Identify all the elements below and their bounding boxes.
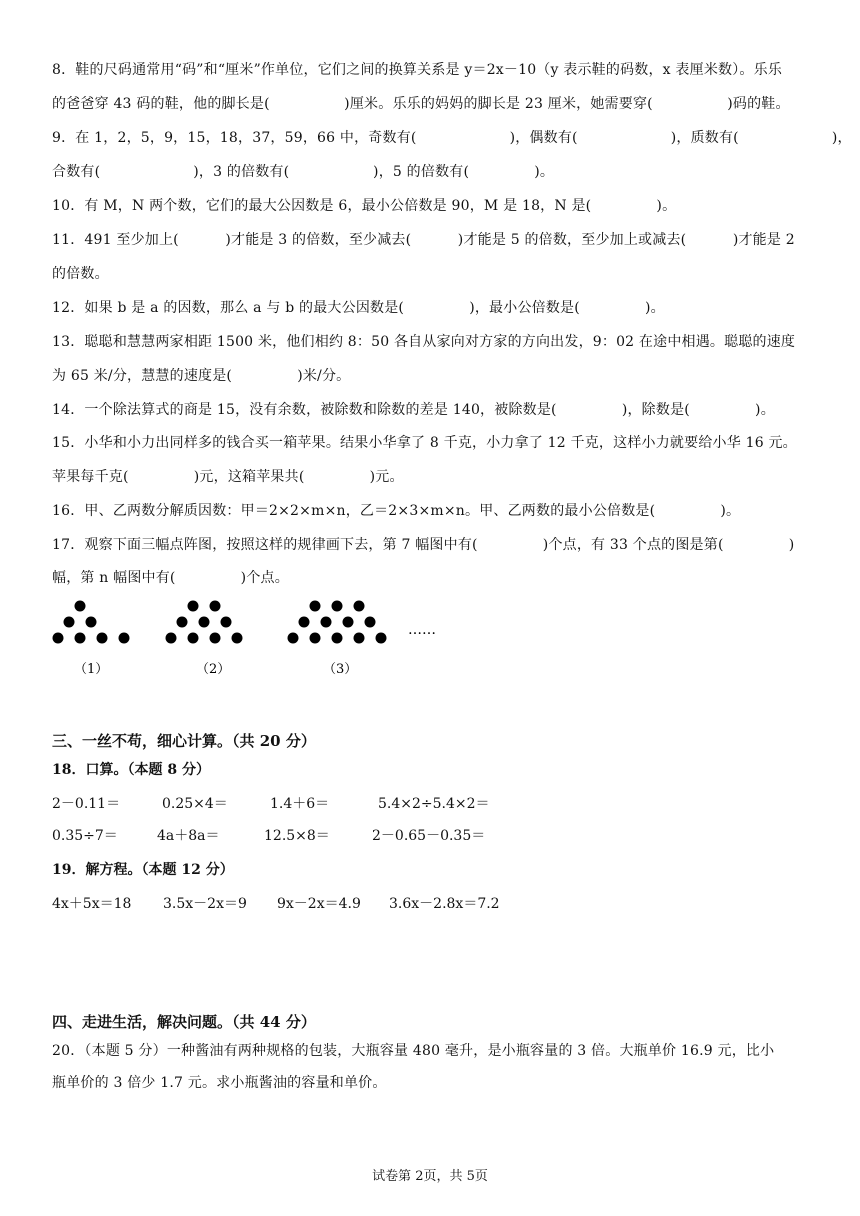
question-19-title: 19．解方程。（本题 12 分）: [52, 862, 234, 878]
dot-figure-ellipsis: ……: [408, 622, 436, 638]
q9-line1: 9．在 1，2，5，9，15，18，37，59，66 中，奇数有( )，偶数有( )，质数有( )，: [52, 130, 852, 146]
q15-line2: 苹果每千克( )元，这箱苹果共( )元。: [52, 469, 404, 485]
dot-figure-label-1: （1）: [74, 662, 109, 677]
oral-calc-item: 2－0.65－0.35＝: [372, 828, 486, 844]
q13-line2: 为 65 米/分，慧慧的速度是( )米/分。: [52, 368, 351, 384]
page-footer: 试卷第 2页，共 5页: [372, 1169, 488, 1184]
oral-calc-item: 2－0.11＝: [52, 796, 121, 812]
q11-line1: 11．491 至少加上( )才能是 3 的倍数，至少减去( )才能是 5 的倍数，至少加上或减去( )才能是 2: [52, 232, 795, 248]
oral-calc-item: 12.5×8＝: [264, 828, 330, 844]
section-4-title: 四、走进生活，解决问题。（共 44 分）: [52, 1013, 316, 1031]
q17-line1: 17．观察下面三幅点阵图，按照这样的规律画下去，第 7 幅图中有( )个点，有 33 个点的图是第( ): [52, 537, 795, 553]
q11-line2: 的倍数。: [52, 266, 109, 282]
q8-line1: 8．鞋的尺码通常用“码”和“厘米”作单位，它们之间的换算关系是 y＝2x－10（y 表示鞋的码数，x 表厘米数）。乐乐: [52, 62, 783, 78]
dot-figure-label-3: （3）: [323, 662, 358, 677]
dot-pattern-figure: [48, 596, 468, 680]
section-3-title: 三、一丝不苟，细心计算。（共 20 分）: [52, 732, 316, 750]
equation-item: 3.6x－2.8x＝7.2: [389, 896, 500, 912]
question-12: 12．如果 b 是 a 的因数，那么 a 与 b 的最大公因数是( )，最小公倍数是( )。: [52, 300, 665, 316]
equation-item: 3.5x－2x＝9: [163, 896, 247, 912]
question-18-title: 18．口算。（本题 8 分）: [52, 762, 210, 778]
q15-line1: 15．小华和小力出同样多的钱合买一箱苹果。结果小华拿了 8 千克，小力拿了 12 千克，这样小力就要给小华 16 元。: [52, 435, 797, 451]
question-16: 16．甲、乙两数分解质因数：甲＝2×2×m×n，乙＝2×3×m×n。甲、乙两数的最小公倍数是( )。: [52, 503, 741, 519]
oral-calc-item: 5.4×2÷5.4×2＝: [378, 796, 490, 812]
dot-figure-3: [288, 601, 387, 644]
q17-line2: 幅，第 n 幅图中有( )个点。: [52, 570, 289, 586]
q8-line2: 的爸爸穿 43 码的鞋，他的脚长是( )厘米。乐乐的妈妈的脚长是 23 厘米，她需要穿( )码的鞋。: [52, 96, 790, 112]
q20-line1: 20．（本题 5 分）一种酱油有两种规格的包装，大瓶容量 480 毫升，是小瓶容量的 3 倍。大瓶单价 16.9 元，比小: [52, 1043, 775, 1059]
q13-line1: 13．聪聪和慧慧两家相距 1500 米，他们相约 8：50 各自从家向对方家的方向出发，9：02 在途中相遇。聪聪的速度: [52, 334, 796, 350]
question-14: 14．一个除法算式的商是 15，没有余数，被除数和除数的差是 140，被除数是( )，除数是( )。: [52, 402, 775, 418]
q20-line2: 瓶单价的 3 倍少 1.7 元。求小瓶酱油的容量和单价。: [52, 1075, 387, 1091]
oral-calc-item: 0.35÷7＝: [52, 828, 118, 844]
dot-figure-label-2: （2）: [196, 662, 231, 677]
equation-item: 9x－2x＝4.9: [277, 896, 361, 912]
equation-item: 4x＋5x＝18: [52, 896, 132, 912]
dot-figure-2: [166, 601, 243, 644]
q9-line2: 合数有( )，3 的倍数有( )，5 的倍数有( )。: [52, 164, 555, 180]
dot-figure-1: [53, 601, 130, 644]
oral-calc-item: 0.25×4＝: [162, 796, 228, 812]
oral-calc-item: 4a＋8a＝: [157, 828, 220, 844]
oral-calc-item: 1.4＋6＝: [270, 796, 330, 812]
question-10: 10．有 M，N 两个数，它们的最大公因数是 6，最小公倍数是 90，M 是 18，N 是( )。: [52, 198, 677, 214]
